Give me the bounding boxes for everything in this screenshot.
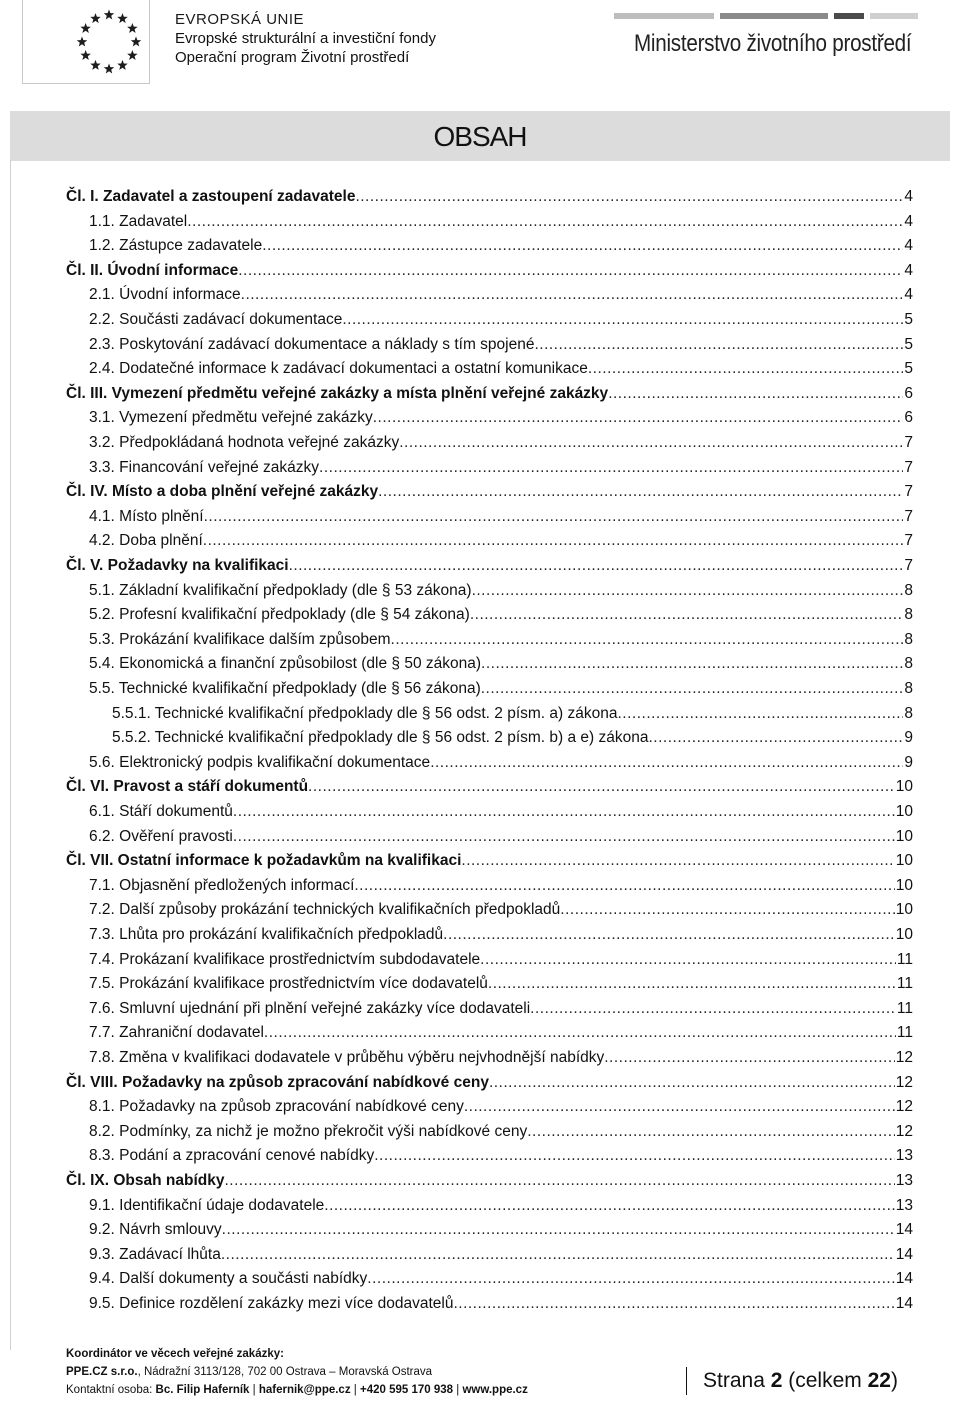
page-title: OBSAH <box>433 121 527 152</box>
toc-leader-dots <box>481 653 903 675</box>
eu-star-icon <box>80 50 90 60</box>
footer-coordinator-label: Koordinátor ve věcech veřejné zakázky: <box>66 1348 284 1360</box>
toc-leader-dots <box>222 1219 895 1241</box>
toc-entry[interactable] <box>66 260 913 282</box>
title-band <box>10 111 950 161</box>
toc-entry[interactable] <box>112 727 913 749</box>
toc-entry[interactable] <box>89 629 913 651</box>
toc-leader-dots <box>264 1022 896 1044</box>
toc-entry[interactable] <box>89 1121 913 1143</box>
toc-leader-dots <box>481 678 904 700</box>
footer-company: PPE.CZ s.r.o. <box>66 1366 138 1378</box>
toc-entry-page: 5 <box>904 360 913 378</box>
toc-leader-dots <box>367 1268 894 1290</box>
toc-leader-dots <box>488 973 896 995</box>
toc-leader-dots <box>534 334 903 356</box>
toc-entry[interactable] <box>89 1096 913 1118</box>
toc-entry-label: 7.3. Lhůta pro prokázání kvalifikačních předpokladů <box>89 926 444 943</box>
toc-entry-label: Čl. VII. Ostatní informace k požadavkům na kvalifikaci <box>66 852 462 870</box>
footer-separator: | <box>350 1384 360 1396</box>
toc-entry-page: 5 <box>904 335 913 353</box>
toc-entry-label: 2.4. Dodatečné informace k zadávací dokumentaci a ostatní komunikace <box>89 360 588 378</box>
toc-entry[interactable] <box>89 1268 913 1290</box>
toc-entry[interactable] <box>89 580 913 602</box>
toc-entry-label: 3.2. Předpokládaná hodnota veřejné zakázky <box>89 434 400 451</box>
footer-phone: +420 595 170 938 <box>359 1384 454 1396</box>
toc-entry[interactable] <box>89 1145 913 1167</box>
eu-star-icon <box>104 10 114 20</box>
toc-entry[interactable] <box>89 801 913 823</box>
eu-flag-logo <box>22 0 150 84</box>
eu-line-1: EVROPSKÁ UNIE <box>175 11 305 28</box>
toc-leader-dots <box>391 629 904 651</box>
toc-leader-dots <box>324 1195 894 1217</box>
page-mid: (celkem <box>782 1369 868 1392</box>
toc-entry-page: 4 <box>904 286 913 304</box>
toc-entry-page: 7 <box>904 532 913 550</box>
toc-entry-page: 4 <box>904 261 913 279</box>
eu-star-icon <box>117 60 127 70</box>
toc-entry-page: 10 <box>895 778 913 796</box>
toc-entry-page: 7 <box>904 507 913 525</box>
toc-entry-label: 9.2. Návrh smlouvy <box>89 1221 222 1239</box>
footer-web[interactable]: www.ppe.cz <box>462 1384 528 1396</box>
eu-stars-icon <box>23 0 151 84</box>
toc-entry-label: 7.2. Další způsoby prokázání technických kvalifikačních předpokladů <box>89 901 561 919</box>
toc-entry-page: 12 <box>895 1073 913 1091</box>
toc-entry-page: 14 <box>895 1295 913 1312</box>
footer-email[interactable]: hafernik@ppe.cz <box>258 1384 351 1396</box>
toc-entry-label: 2.2. Součásti zadávací dokumentace <box>89 311 343 328</box>
toc-leader-dots <box>238 260 903 282</box>
toc-entry-label: 5.1. Základní kvalifikační předpoklady (dle § 53 zákona) <box>89 581 472 599</box>
toc-entry-page: 4 <box>904 212 913 230</box>
toc-leader-dots <box>489 1072 895 1094</box>
toc-leader-dots <box>233 801 895 823</box>
toc-entry-label: Čl. II. Úvodní informace <box>66 261 239 279</box>
toc-entry-label: Čl. VI. Pravost a stáří dokumentů <box>66 778 309 796</box>
toc-entry-label: 8.1. Požadavky na způsob zpracování nabídkové ceny <box>89 1098 464 1116</box>
toc-entry-page: 13 <box>895 1172 913 1189</box>
toc-entry[interactable] <box>66 1170 913 1192</box>
eu-header-text <box>175 10 436 67</box>
toc-entry[interactable] <box>89 530 913 552</box>
ministry-bar-2 <box>720 13 828 19</box>
toc-entry-page: 7 <box>904 483 913 501</box>
toc-leader-dots <box>319 457 903 479</box>
toc-entry-page: 11 <box>896 1024 913 1042</box>
eu-line-2: Evropské strukturální a investiční fondy <box>175 30 436 47</box>
toc-entry[interactable] <box>89 309 913 331</box>
toc-entry-label: 6.2. Ověření pravosti <box>89 827 233 845</box>
toc-leader-dots <box>604 1047 895 1069</box>
toc-entry[interactable] <box>89 1022 913 1044</box>
eu-star-icon <box>90 60 100 70</box>
footer-separator: | <box>453 1384 463 1396</box>
toc-leader-dots <box>530 998 896 1020</box>
toc-leader-dots <box>443 924 895 946</box>
ministry-bar-3 <box>834 13 864 19</box>
toc-entry-label: 4.1. Místo plnění <box>89 507 204 525</box>
page-suffix: ) <box>890 1369 898 1392</box>
toc-leader-dots <box>203 530 904 552</box>
toc-entry[interactable] <box>89 432 913 454</box>
ministry-bar-4 <box>870 13 918 19</box>
toc-entry-label: 5.5. Technické kvalifikační předpoklady (dle § 56 zákona) <box>89 680 481 697</box>
toc-entry[interactable] <box>89 334 913 356</box>
ministry-bar-1 <box>614 13 714 19</box>
toc-entry-label: 5.4. Ekonomická a finanční způsobilost (dle § 50 zákona) <box>89 655 482 673</box>
toc-entry-label: 5.3. Prokázání kvalifikace dalším způsobem <box>89 630 391 648</box>
toc-entry-label: 5.2. Profesní kvalifikační předpoklady (dle § 54 zákona) <box>89 606 470 624</box>
toc-entry-page: 8 <box>904 630 913 648</box>
toc-entry-page: 8 <box>904 680 913 697</box>
toc-leader-dots <box>204 506 904 528</box>
toc-entry-label: 7.4. Prokázaní kvalifikace prostřednictvím subdodavatele <box>89 950 481 968</box>
eu-star-icon <box>104 64 114 74</box>
toc-entry[interactable] <box>66 481 913 503</box>
toc-leader-dots <box>649 727 904 749</box>
toc-leader-dots <box>355 186 903 208</box>
toc-entry-page: 14 <box>895 1221 913 1239</box>
toc-entry-label: 9.3. Zadávací lhůta <box>89 1245 221 1263</box>
toc-entry-label: 5.6. Elektronický podpis kvalifikační dokumentace <box>89 753 431 771</box>
toc-entry-page: 6 <box>904 409 913 427</box>
toc-leader-dots <box>373 407 904 429</box>
footer-contact-line <box>66 1381 528 1399</box>
toc-entry-page: 10 <box>895 827 913 845</box>
toc-entry[interactable] <box>89 678 913 700</box>
toc-entry-page: 8 <box>904 606 913 624</box>
toc-entry[interactable] <box>89 1047 913 1069</box>
toc-leader-dots <box>470 604 904 626</box>
toc-entry-page: 4 <box>904 188 913 205</box>
toc-entry-label: 2.1. Úvodní informace <box>89 286 241 304</box>
toc-leader-dots <box>378 481 903 503</box>
page-total: 22 <box>867 1369 891 1392</box>
toc-entry-label: 7.8. Změna v kvalifikaci dodavatele v průběhu výběru nejvhodnější nabídky <box>89 1049 605 1066</box>
toc-entry-label: 4.2. Doba plnění <box>89 532 203 550</box>
toc-leader-dots <box>224 1170 894 1192</box>
eu-star-icon <box>80 23 90 33</box>
toc-entry-label: 9.1. Identifikační údaje dodavatele <box>89 1196 325 1214</box>
footer-address: , Nádražní 3113/128, 702 00 Ostrava – Moravská Ostrava <box>137 1366 433 1378</box>
toc-entry-label: 5.5.1. Technické kvalifikační předpoklady dle § 56 odst. 2 písm. a) zákona <box>112 704 618 722</box>
eu-star-icon <box>127 50 137 60</box>
toc-leader-dots <box>289 555 904 577</box>
toc-leader-dots <box>480 949 896 971</box>
footer-contact-name: Bc. Filip Haferník <box>155 1384 250 1396</box>
page-number <box>686 1367 898 1395</box>
eu-star-icon <box>77 37 87 47</box>
toc-entry[interactable] <box>89 924 913 946</box>
toc-entry-page: 8 <box>904 581 913 599</box>
toc-entry-label: 7.7. Zahraniční dodavatel <box>89 1024 264 1042</box>
toc-leader-dots <box>617 703 903 725</box>
toc-leader-dots <box>560 899 894 921</box>
toc-entry[interactable] <box>89 752 913 774</box>
toc-entry-page: 11 <box>896 950 913 968</box>
toc-entry-label: 6.1. Stáří dokumentů <box>89 803 233 820</box>
toc-entry-page: 10 <box>895 852 913 870</box>
ministry-title: Ministerstvo životního prostředí <box>634 30 912 57</box>
toc-leader-dots <box>354 875 894 897</box>
footer-separator: | <box>249 1384 259 1396</box>
footer-company-line <box>66 1363 528 1381</box>
toc-entry-page: 13 <box>895 1147 913 1165</box>
eu-star-icon <box>127 23 137 33</box>
toc-entry-page: 14 <box>895 1245 913 1263</box>
toc-entry[interactable] <box>66 776 913 798</box>
toc-entry-label: 3.3. Financování veřejné zakázky <box>89 458 320 476</box>
toc-entry[interactable] <box>112 703 913 725</box>
toc-entry-page: 7 <box>904 557 913 574</box>
toc-entry[interactable] <box>89 1244 913 1266</box>
toc-entry[interactable] <box>66 850 913 872</box>
toc-entry-page: 12 <box>895 1098 913 1116</box>
toc-entry-label: 7.1. Objasnění předložených informací <box>89 876 355 894</box>
toc-entry-page: 9 <box>904 753 913 771</box>
toc-entry-label: 1.1. Zadavatel <box>89 212 188 230</box>
toc-leader-dots <box>472 580 904 602</box>
toc-entry-page: 4 <box>904 237 913 255</box>
toc-leader-dots <box>464 1096 895 1118</box>
toc-entry-page: 10 <box>895 803 913 820</box>
toc-entry[interactable] <box>89 1219 913 1241</box>
toc-leader-dots <box>308 776 895 798</box>
toc-entry-page: 14 <box>895 1270 913 1288</box>
toc-entry[interactable] <box>89 653 913 675</box>
toc-leader-dots <box>588 358 904 380</box>
footer-contact-label: Kontaktní osoba: <box>66 1384 156 1396</box>
toc-entry-label: 8.3. Podání a zpracování cenové nabídky <box>89 1147 375 1165</box>
toc-entry[interactable] <box>89 826 913 848</box>
toc-entry-label: Čl. IX. Obsah nabídky <box>66 1172 225 1189</box>
toc-entry[interactable] <box>89 998 913 1020</box>
toc-entry-label: 1.2. Zástupce zadavatele <box>89 237 263 255</box>
toc-entry-label: Čl. VIII. Požadavky na způsob zpracování nabídkové ceny <box>66 1073 489 1091</box>
toc-entry-label: Čl. IV. Místo a doba plnění veřejné zakázky <box>66 483 379 501</box>
toc-leader-dots <box>221 1244 895 1266</box>
toc-entry-page: 11 <box>896 975 913 993</box>
toc-entry-page: 7 <box>904 434 913 451</box>
toc-entry-page: 10 <box>895 876 913 894</box>
toc-entry-label: 7.5. Prokázání kvalifikace prostřednictvím více dodavatelů <box>89 975 488 993</box>
toc-entry-page: 9 <box>904 729 913 747</box>
toc-entry[interactable] <box>66 1072 913 1094</box>
toc-leader-dots <box>241 284 904 306</box>
toc-entry-page: 12 <box>895 1049 913 1066</box>
toc-entry-page: 11 <box>896 999 913 1017</box>
toc-leader-dots <box>527 1121 895 1143</box>
toc-entry[interactable] <box>89 875 913 897</box>
toc-leader-dots <box>374 1145 895 1167</box>
toc-entry[interactable] <box>89 604 913 626</box>
toc-entry[interactable] <box>66 555 913 577</box>
eu-star-icon <box>131 37 141 47</box>
toc-leader-dots <box>233 826 895 848</box>
toc-entry-page: 10 <box>895 926 913 943</box>
toc-entry-page: 10 <box>895 901 913 919</box>
toc-entry-page: 8 <box>904 655 913 673</box>
toc-leader-dots <box>608 383 903 405</box>
toc-leader-dots <box>399 432 903 454</box>
toc-entry[interactable] <box>66 383 913 405</box>
toc-entry-label: 2.3. Poskytování zadávací dokumentace a náklady s tím spojené <box>89 335 535 353</box>
toc-entry[interactable] <box>89 949 913 971</box>
toc-entry-label: Čl. III. Vymezení předmětu veřejné zakázky a místa plnění veřejné zakázky <box>66 384 609 402</box>
toc-entry[interactable] <box>89 284 913 306</box>
toc-leader-dots <box>187 211 903 233</box>
toc-entry-label: 9.4. Další dokumenty a součásti nabídky <box>89 1270 368 1288</box>
toc-leader-dots <box>430 752 903 774</box>
toc-leader-dots <box>342 309 903 331</box>
toc-entry-label: 9.5. Definice rozdělení zakázky mezi více dodavatelů <box>89 1295 454 1312</box>
toc-entry[interactable] <box>89 358 913 380</box>
toc-leader-dots <box>262 235 903 257</box>
footer <box>66 1345 528 1399</box>
toc-entry[interactable] <box>89 973 913 995</box>
toc-entry-page: 7 <box>904 458 913 476</box>
toc-entry-label: 8.2. Podmínky, za nichž je možno překročit výši nabídkové ceny <box>89 1122 528 1140</box>
toc-entry[interactable] <box>89 235 913 257</box>
toc-entry[interactable] <box>66 186 913 208</box>
page-current: 2 <box>770 1369 783 1392</box>
toc-entry[interactable] <box>89 1293 913 1315</box>
toc-entry[interactable] <box>89 457 913 479</box>
toc-entry-label: Čl. V. Požadavky na kvalifikaci <box>66 557 289 574</box>
eu-star-icon <box>90 13 100 23</box>
toc-entry[interactable] <box>89 407 913 429</box>
toc-entry-label: Čl. I. Zadavatel a zastoupení zadavatele <box>66 188 356 205</box>
toc-entry-page: 13 <box>895 1196 913 1214</box>
toc-entry-page: 6 <box>904 384 913 402</box>
page-prefix: Strana <box>703 1369 771 1392</box>
toc-leader-dots <box>453 1293 894 1315</box>
left-margin-rule <box>10 160 11 1350</box>
toc-entry-page: 12 <box>895 1122 913 1140</box>
toc-entry-page: 5 <box>904 311 913 328</box>
toc-entry-page: 8 <box>904 704 913 722</box>
eu-star-icon <box>117 13 127 23</box>
toc-entry-label: 5.5.2. Technické kvalifikační předpoklady dle § 56 odst. 2 písm. b) a e) zákona <box>112 729 649 747</box>
toc-entry[interactable] <box>89 506 913 528</box>
toc-entry-label: 3.1. Vymezení předmětu veřejné zakázky <box>89 409 373 427</box>
toc-entry-label: 7.6. Smluvní ujednání při plnění veřejné zakázky více dodavateli <box>89 999 531 1017</box>
toc-entry[interactable] <box>89 899 913 921</box>
eu-line-3: Operační program Životní prostředí <box>175 49 410 66</box>
toc-leader-dots <box>461 850 894 872</box>
toc-entry[interactable] <box>89 1195 913 1217</box>
toc-entry[interactable] <box>89 211 913 233</box>
